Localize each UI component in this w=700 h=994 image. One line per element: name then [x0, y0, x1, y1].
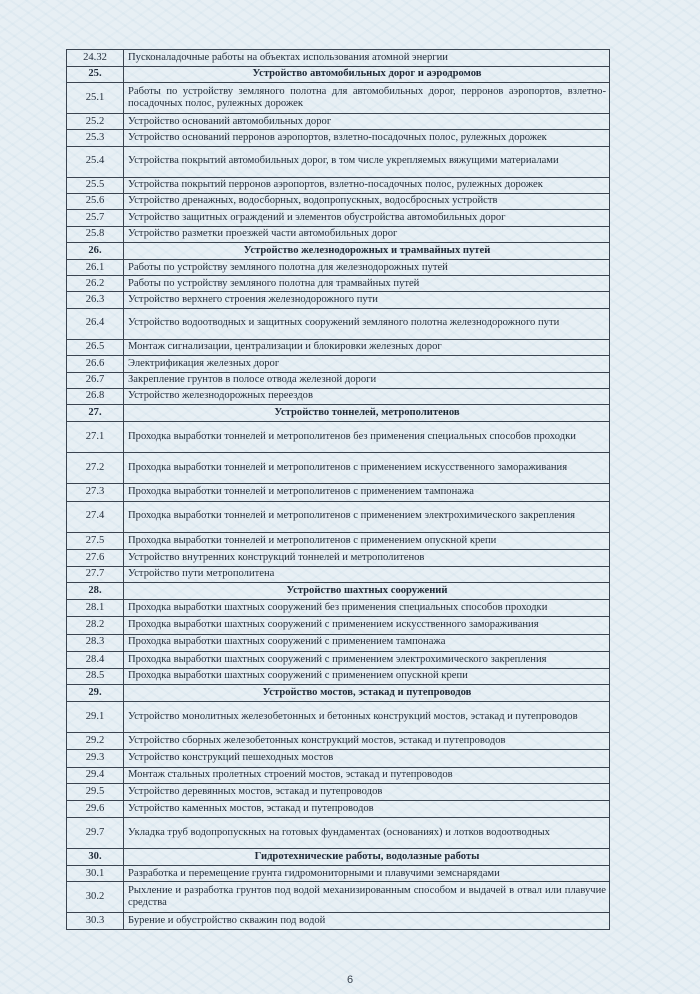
item-number: 26.2 — [67, 276, 124, 292]
item-description: Устройства покрытий автомобильных дорог, в том числе укрепляемых вяжущими материалами — [124, 146, 610, 177]
item-number: 27.1 — [67, 422, 124, 453]
item-number: 28.2 — [67, 617, 124, 634]
item-description: Устройство внутренних конструкций тоннелей и метрополитенов — [124, 549, 610, 566]
item-number: 28.1 — [67, 600, 124, 617]
item-description: Устройство оснований автомобильных дорог — [124, 114, 610, 130]
table-row — [67, 634, 610, 651]
table-row — [67, 783, 610, 800]
table-row — [67, 913, 610, 930]
item-number: 25.7 — [67, 209, 124, 226]
table-row — [67, 130, 610, 146]
table-row — [67, 882, 610, 913]
table-row — [67, 227, 610, 243]
item-number: 29. — [67, 685, 124, 702]
item-description: Проходка выработки шахтных сооружений с применением тампонажа — [124, 634, 610, 651]
item-number: 30.2 — [67, 882, 124, 913]
item-description: Проходка выработки шахтных сооружений с применением опускной крепи — [124, 668, 610, 684]
table-row — [67, 617, 610, 634]
item-description: Устройство водоотводных и защитных сооружений земляного полотна железнодорожного пути — [124, 308, 610, 339]
item-number: 24.32 — [67, 50, 124, 67]
section-title: Устройство мостов, эстакад и путепроводов — [124, 685, 610, 702]
item-number: 27. — [67, 405, 124, 422]
item-number: 25.8 — [67, 227, 124, 243]
table-row — [67, 146, 610, 177]
item-description: Проходка выработки тоннелей и метрополитенов с применением опускной крепи — [124, 532, 610, 549]
item-description: Проходка выработки шахтных сооружений без применения специальных способов проходки — [124, 600, 610, 617]
table-row — [67, 800, 610, 817]
section-title: Устройство автомобильных дорог и аэродромов — [124, 67, 610, 83]
item-description: Работы по устройству земляного полотна для железнодорожных путей — [124, 260, 610, 276]
item-description: Бурение и обустройство скважин под водой — [124, 913, 610, 930]
item-number: 28.3 — [67, 634, 124, 651]
table-row — [67, 114, 610, 130]
item-number: 29.2 — [67, 733, 124, 750]
item-number: 30.3 — [67, 913, 124, 930]
item-number: 26.5 — [67, 339, 124, 355]
table-row — [67, 339, 610, 355]
table-row — [67, 501, 610, 532]
item-number: 26.7 — [67, 372, 124, 388]
section-title: Устройство тоннелей, метрополитенов — [124, 405, 610, 422]
item-number: 26.8 — [67, 388, 124, 404]
item-number: 25. — [67, 67, 124, 83]
item-number: 29.3 — [67, 750, 124, 767]
item-description: Устройство каменных мостов, эстакад и путепроводов — [124, 800, 610, 817]
table-row — [67, 372, 610, 388]
table-row — [67, 549, 610, 566]
table-row — [67, 292, 610, 308]
section-row — [67, 67, 610, 83]
item-number: 26.3 — [67, 292, 124, 308]
item-number: 25.2 — [67, 114, 124, 130]
table-row — [67, 209, 610, 226]
item-number: 27.4 — [67, 501, 124, 532]
item-description: Проходка выработки тоннелей и метрополитенов с применением искусственного замораживания — [124, 453, 610, 484]
item-description: Пусконаладочные работы на объектах использования атомной энергии — [124, 50, 610, 67]
item-number: 25.3 — [67, 130, 124, 146]
item-number: 28.5 — [67, 668, 124, 684]
table-row — [67, 177, 610, 193]
table-row — [67, 260, 610, 276]
item-description: Проходка выработки шахтных сооружений с применением искусственного замораживания — [124, 617, 610, 634]
table-row — [67, 733, 610, 750]
item-description: Монтаж стальных пролетных строений мостов, эстакад и путепроводов — [124, 767, 610, 783]
item-description: Укладка труб водопропускных на готовых фундаментах (основаниях) и лотков водоотводных — [124, 817, 610, 848]
item-description: Проходка выработки шахтных сооружений с применением электрохимического закрепления — [124, 651, 610, 668]
item-number: 28.4 — [67, 651, 124, 668]
item-number: 25.1 — [67, 83, 124, 114]
item-number: 25.4 — [67, 146, 124, 177]
item-number: 29.1 — [67, 702, 124, 733]
item-number: 30. — [67, 849, 124, 866]
item-description: Устройство защитных ограждений и элементов обустройства автомобильных дорог — [124, 209, 610, 226]
table-row — [67, 453, 610, 484]
item-description: Работы по устройству земляного полотна для автомобильных дорог, перронов аэропортов, взлетно-посадочных полос, рулежных дорожек — [124, 83, 610, 114]
table-row — [67, 651, 610, 668]
table-row — [67, 767, 610, 783]
table-row — [67, 750, 610, 767]
item-description: Разработка и перемещение грунта гидромониторными и плавучими земснарядами — [124, 866, 610, 882]
section-title: Устройство железнодорожных и трамвайных путей — [124, 243, 610, 260]
item-number: 29.4 — [67, 767, 124, 783]
item-description: Работы по устройству земляного полотна для трамвайных путей — [124, 276, 610, 292]
item-description: Устройство дренажных, водосборных, водопропускных, водосбросных устройств — [124, 193, 610, 209]
section-row — [67, 849, 610, 866]
section-row — [67, 685, 610, 702]
item-number: 27.6 — [67, 549, 124, 566]
item-description: Устройство железнодорожных переездов — [124, 388, 610, 404]
item-number: 30.1 — [67, 866, 124, 882]
item-description: Устройство деревянных мостов, эстакад и путепроводов — [124, 783, 610, 800]
table-row — [67, 567, 610, 583]
item-description: Устройство конструкций пешеходных мостов — [124, 750, 610, 767]
table-row — [67, 866, 610, 882]
item-number: 26.6 — [67, 355, 124, 372]
section-row — [67, 405, 610, 422]
works-table — [66, 49, 610, 930]
item-description: Монтаж сигнализации, централизации и блокировки железных дорог — [124, 339, 610, 355]
table-row — [67, 193, 610, 209]
item-description: Устройство разметки проезжей части автомобильных дорог — [124, 227, 610, 243]
item-description: Проходка выработки тоннелей и метрополитенов с применением электрохимического закрепления — [124, 501, 610, 532]
page-number: 6 — [346, 974, 354, 986]
section-title: Устройство шахтных сооружений — [124, 583, 610, 600]
table-row — [67, 308, 610, 339]
item-description: Проходка выработки тоннелей и метрополитенов с применением тампонажа — [124, 484, 610, 501]
item-description: Электрификация железных дорог — [124, 355, 610, 372]
table-row — [67, 817, 610, 848]
item-number: 27.3 — [67, 484, 124, 501]
section-title: Гидротехнические работы, водолазные работы — [124, 849, 610, 866]
item-description: Устройство монолитных железобетонных и бетонных конструкций мостов, эстакад и путепроводов — [124, 702, 610, 733]
item-description: Рыхление и разработка грунтов под водой механизированным способом и выдачей в отвал или плавучие средства — [124, 882, 610, 913]
table-row — [67, 532, 610, 549]
item-number: 27.2 — [67, 453, 124, 484]
table-row — [67, 276, 610, 292]
item-number: 25.6 — [67, 193, 124, 209]
table-row — [67, 668, 610, 684]
item-number: 26.4 — [67, 308, 124, 339]
table-row — [67, 484, 610, 501]
item-description: Устройства покрытий перронов аэропортов, взлетно-посадочных полос, рулежных дорожек — [124, 177, 610, 193]
table-row — [67, 50, 610, 67]
item-number: 26. — [67, 243, 124, 260]
item-description: Проходка выработки тоннелей и метрополитенов без применения специальных способов проходки — [124, 422, 610, 453]
item-description: Устройство оснований перронов аэропортов, взлетно-посадочных полос, рулежных дорожек — [124, 130, 610, 146]
section-row — [67, 243, 610, 260]
table-row — [67, 388, 610, 404]
item-number: 29.7 — [67, 817, 124, 848]
item-number: 29.6 — [67, 800, 124, 817]
table-row — [67, 600, 610, 617]
item-description: Закрепление грунтов в полосе отвода железной дороги — [124, 372, 610, 388]
table-row — [67, 422, 610, 453]
item-number: 27.7 — [67, 567, 124, 583]
table-row — [67, 355, 610, 372]
item-description: Устройство пути метрополитена — [124, 567, 610, 583]
table-row — [67, 702, 610, 733]
item-number: 27.5 — [67, 532, 124, 549]
item-number: 29.5 — [67, 783, 124, 800]
item-number: 25.5 — [67, 177, 124, 193]
item-description: Устройство верхнего строения железнодорожного пути — [124, 292, 610, 308]
item-description: Устройство сборных железобетонных конструкций мостов, эстакад и путепроводов — [124, 733, 610, 750]
item-number: 28. — [67, 583, 124, 600]
section-row — [67, 583, 610, 600]
item-number: 26.1 — [67, 260, 124, 276]
works-table-container — [66, 49, 610, 930]
table-row — [67, 83, 610, 114]
